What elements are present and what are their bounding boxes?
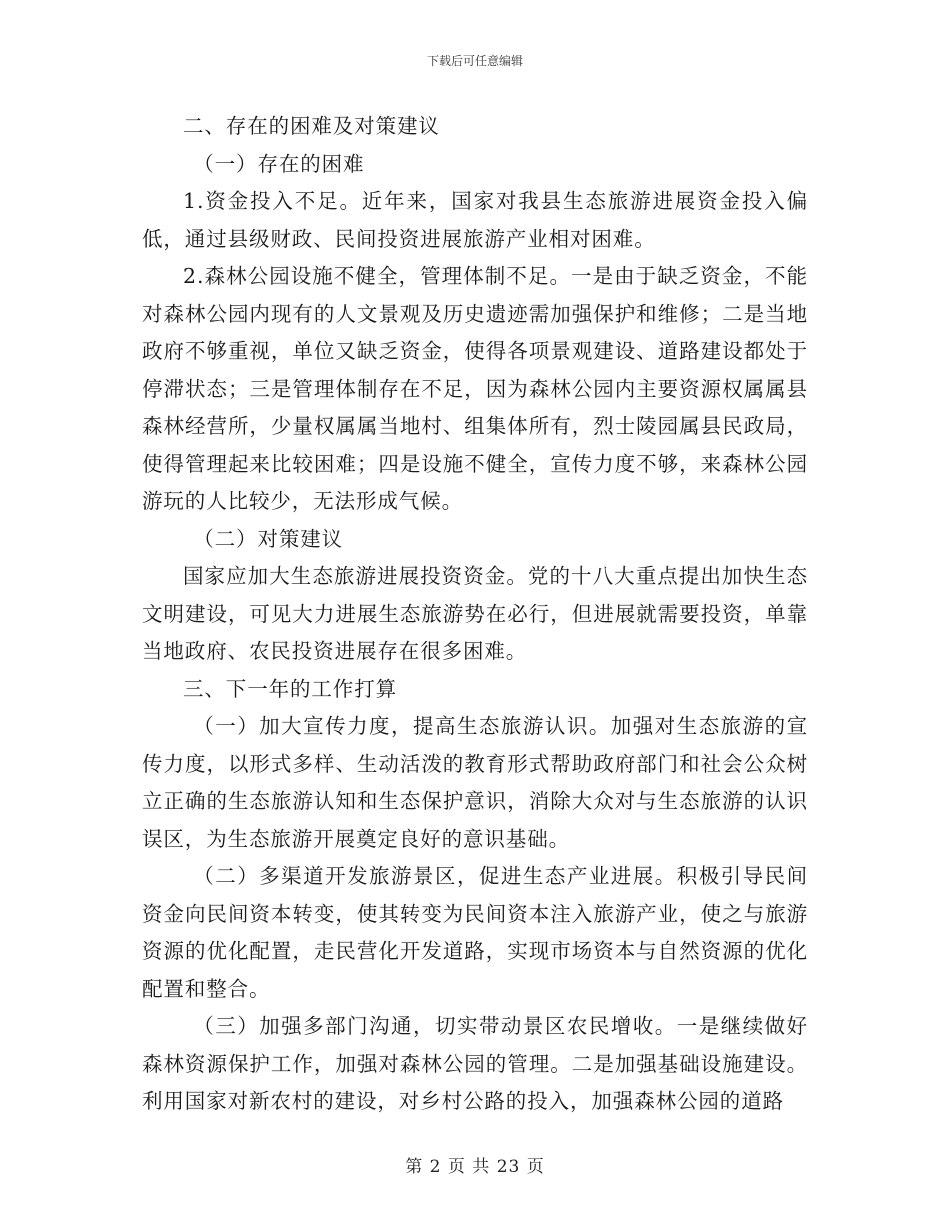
body-paragraph: 1.资金投入不足。近年来，国家对我县生态旅游进展资金投入偏低，通过县级财政、民间投资进展旅游产业相对困难。	[142, 189, 808, 251]
body-paragraph: （二）多渠道开发旅游景区，促进生态产业进展。积极引导民间资金向民间资本转变，使其转变为民间资本注入旅游产业，使之与旅游资源的优化配置，走民营化开发道路，实现市场资本与自然资源的优化配置和整合。	[142, 864, 808, 1001]
subsection-heading: （二）对策建议	[193, 526, 344, 551]
page-header: 下载后可任意编辑	[426, 54, 523, 68]
subsection-heading: （一）存在的困难	[193, 151, 365, 176]
body-paragraph: （一）加大宣传力度，提高生态旅游认识。加强对生态旅游的宣传力度，以形式多样、生动活泼的教育形式帮助政府部门和社会公众树立正确的生态旅游认知和生态保护意识，消除大众对与生态旅游的认识误区，为生态旅游开展奠定良好的意识基础。	[142, 714, 808, 851]
section-heading: 三、下一年的工作打算	[183, 676, 397, 701]
body-paragraph: （三）加强多部门沟通，切实带动景区农民增收。一是继续做好森林资源保护工作，加强对森林公园的管理。二是加强基础设施建设。利用国家对新农村的建设，对乡村公路的投入，加强森林公园的道路	[142, 1014, 808, 1113]
section-heading: 二、存在的困难及对策建议	[183, 114, 440, 138]
body-paragraph: 2.森林公园设施不健全，管理体制不足。一是由于缺乏资金，不能对森林公园内现有的人文景观及历史遗迹需加强保护和维修；二是当地政府不够重视，单位又缺乏资金，使得各项景观建设、道路建设都处于停滞状态；三是管理体制存在不足，因为森林公园内主要资源权属属县森林经营所，少量权属属当地村、组集体所有，烈士陵园属县民政局，使得管理起来比较困难；四是设施不健全，宣传力度不够，来森林公园游玩的人比较少，无法形成气候。	[142, 264, 808, 513]
page-number: 第 2 页 共 23 页	[405, 1157, 545, 1177]
body-paragraph: 国家应加大生态旅游进展投资资金。党的十八大重点提出加快生态文明建设，可见大力进展生态旅游势在必行，但进展就需要投资，单靠当地政府、农民投资进展存在很多困难。	[142, 564, 808, 663]
document-body	[142, 108, 808, 1121]
